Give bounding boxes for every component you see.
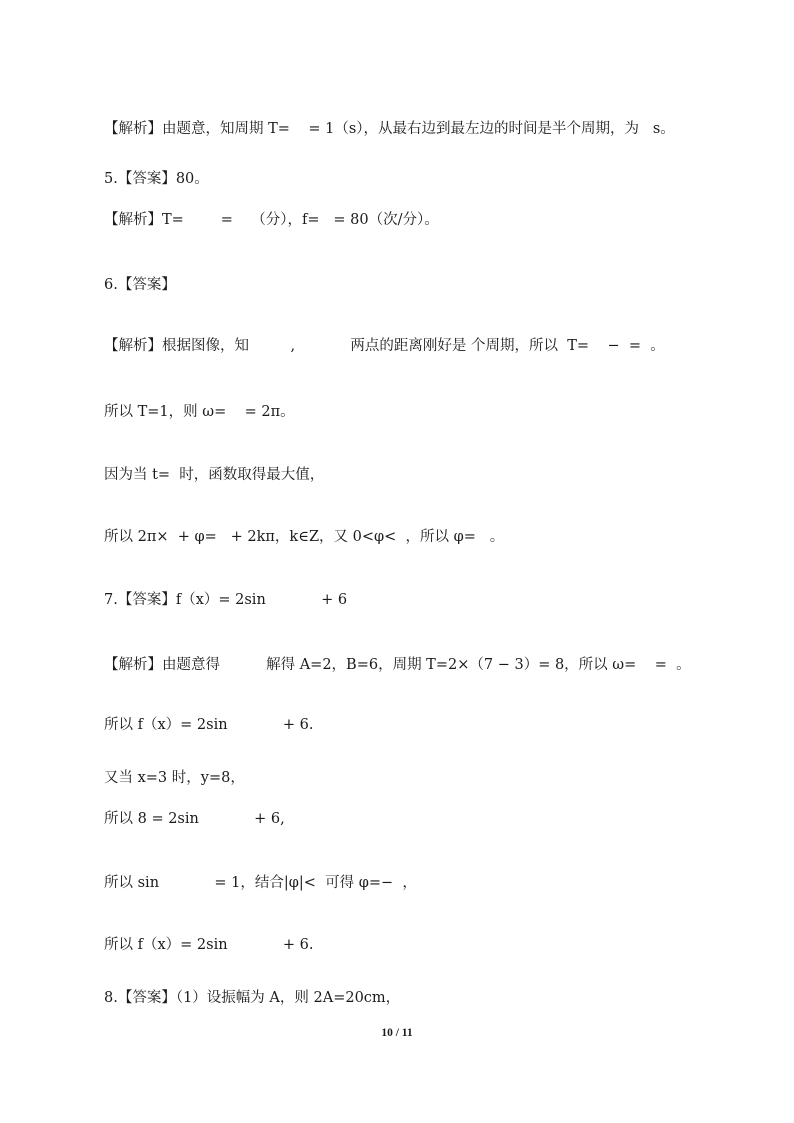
- text-line-10: 【解析】由题意得 解得 A=2，B=6，周期 T=2×（7 − 3）= 8，所以 ω= = 。: [104, 657, 691, 673]
- text-line-2: 5.【答案】80。: [104, 171, 209, 187]
- text-line-9: 7.【答案】f（x）= 2sin + 6: [104, 592, 348, 608]
- text-line-7: 因为当 t= 时，函数取得最大值，: [104, 467, 325, 483]
- text-line-5: 【解析】根据图像，知 , 两点的距离刚好是 个周期，所以 T= − = 。: [104, 338, 665, 354]
- text-line-3: 【解析】T= = （分），f= = 80（次/分）。: [104, 212, 439, 228]
- text-line-1: 【解析】由题意，知周期 T= = 1（s），从最右边到最左边的时间是半个周期，为 s。: [104, 121, 675, 137]
- text-line-15: 所以 f（x）= 2sin + 6.: [104, 937, 314, 953]
- text-line-11: 所以 f（x）= 2sin + 6.: [104, 717, 314, 733]
- text-line-8: 所以 2π× + φ= + 2kπ，k∈Z，又 0<φ< ，所以 φ= 。: [104, 529, 505, 545]
- text-line-12: 又当 x=3 时，y=8，: [104, 770, 245, 786]
- text-line-14: 所以 sin = 1，结合|φ|< 可得 φ=− ，: [104, 875, 417, 891]
- page-number: 10 / 11: [381, 1027, 413, 1039]
- text-line-16: 8.【答案】（1）设振幅为 A，则 2A=20cm，: [104, 990, 401, 1006]
- text-line-13: 所以 8 = 2sin + 6,: [104, 811, 285, 827]
- text-line-4: 6.【答案】: [104, 277, 176, 293]
- text-line-6: 所以 T=1，则 ω= = 2π。: [104, 404, 295, 420]
